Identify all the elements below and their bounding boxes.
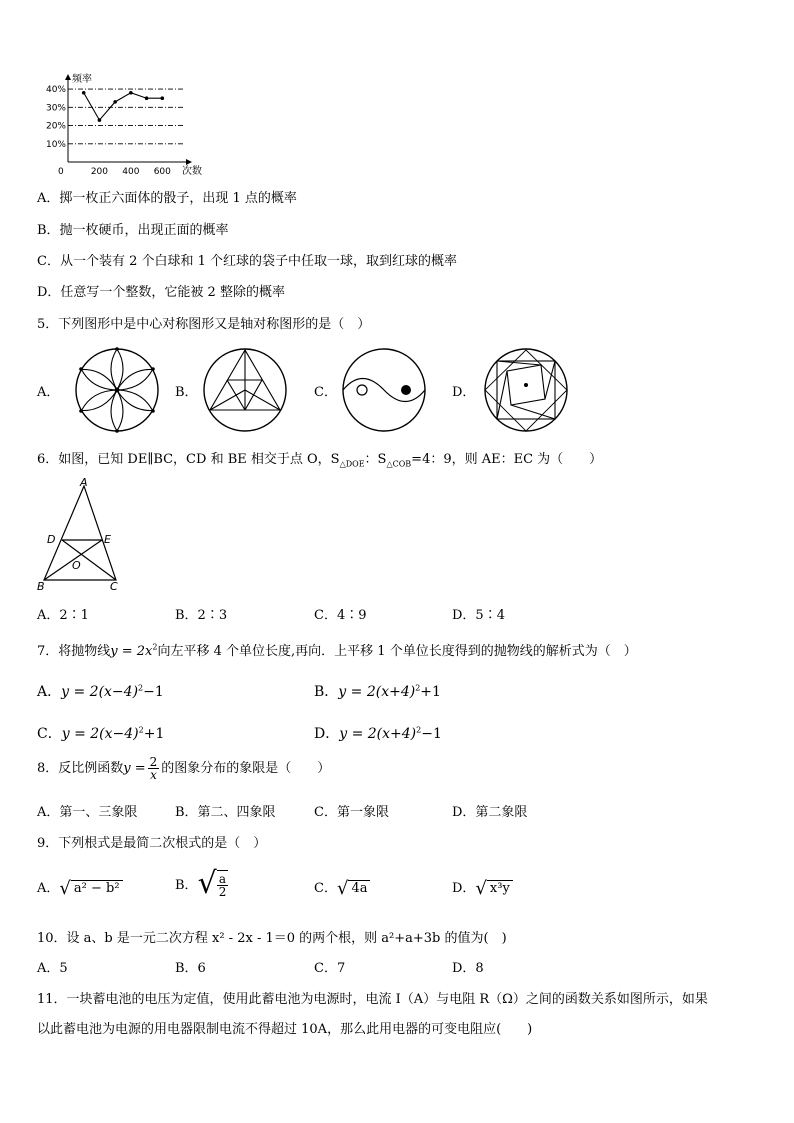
q9-option-b: [175, 866, 230, 901]
q8-y-eq: y =: [123, 761, 146, 776]
q6-stem-pre: 6．如图，已知 DE∥BC，CD 和 BE 相交于点 O，S: [37, 452, 340, 467]
q9-option-a-expr: a² − b²: [71, 880, 123, 896]
q7-stem-post: 向左平移 4 个单位长度,再向．上平移 1 个单位长度得到的抛物线的解析式为（ ）: [157, 644, 637, 659]
q5-figure-c-yinyang: [340, 347, 428, 433]
q7-option-b-label: B．: [314, 684, 339, 700]
q9-option-d: [452, 877, 513, 899]
q6-label-c: C: [110, 580, 118, 593]
x-tick-label: 200: [90, 167, 109, 177]
q7-option-d-expr: y = 2(x+4): [339, 726, 417, 742]
q11-line-1: 11．一块蓄电池的电压为定值，使用此蓄电池为电源时，电流 I（A）与电阻 R（Ω）之间的函数关系如图所示，如果: [37, 992, 708, 1007]
q6-option-d: D．5∶4: [452, 608, 505, 623]
q6-label-d: D: [47, 533, 56, 546]
data-point: [145, 96, 149, 100]
q8-fraction-den: x: [150, 768, 157, 782]
q9-option-b-frac: [217, 870, 229, 898]
q7-option-c: [37, 723, 164, 743]
q6-stem: [37, 448, 602, 469]
y-axis-label: 频率: [72, 74, 92, 85]
q7-option-a: [37, 681, 164, 701]
x-tick-label: 600: [153, 167, 171, 177]
q7-option-b-expr: y = 2(x+4): [338, 684, 416, 700]
q5-figure-a-flower: [74, 347, 160, 433]
q10-stem: 10．设 a、b 是一元二次方程 x² - 2x - 1＝0 的两个根，则 a²+a+3b 的值为( ): [37, 931, 507, 946]
q7-stem-math: y = 2x: [110, 644, 153, 659]
q10-option-a: A．5: [37, 961, 68, 976]
q9-option-b-label: B．: [175, 878, 198, 893]
q8-option-b: B．第二、四象限: [175, 805, 276, 820]
q4-option-c: C．从一个装有 2 个白球和 1 个红球的袋子中任取一球，取到红球的概率: [37, 254, 458, 269]
q9-option-d-label: D．: [452, 881, 476, 896]
q8-stem-post: 的图象分布的象限是（ ）: [161, 761, 331, 776]
data-point: [160, 96, 164, 100]
q9-option-a: [37, 877, 123, 899]
y-tick-label: 20%: [45, 121, 66, 132]
q8-option-c: C．第一象限: [314, 805, 389, 820]
q9-option-b-den: 2: [218, 884, 227, 899]
x-axis-label: 次数: [182, 166, 202, 177]
q7-option-d-tail: −1: [421, 726, 442, 742]
q6-label-b: B: [37, 580, 45, 593]
q8-fraction-num: 2: [149, 755, 158, 769]
q8-stem: [37, 756, 330, 781]
q6-stem-mid: ：S: [364, 452, 387, 467]
q7-option-c-tail: +1: [143, 726, 165, 742]
q7-stem: [37, 640, 637, 659]
q8-fraction: [148, 756, 160, 781]
q9-radical-b: √: [197, 866, 217, 901]
q4-option-a: A．掷一枚正六面体的骰子，出现 1 点的概率: [37, 191, 297, 206]
series-line: [84, 93, 163, 120]
q5-stem: 5．下列图形中是中心对称图形又是轴对称图形的是（ ）: [37, 317, 371, 332]
data-point: [98, 118, 102, 122]
q5-label-a: A．: [37, 385, 60, 400]
q6-sub-doe: △DOE: [339, 459, 365, 469]
q5-figure-b-triangle: [202, 347, 288, 433]
q6-label-e: E: [104, 533, 111, 546]
q9-option-b-num: a: [218, 871, 227, 886]
q5-label-c: C．: [314, 385, 337, 400]
x-tick-label: 400: [122, 167, 140, 177]
q10-option-c: C．7: [314, 961, 346, 976]
q6-sub-cob: △COB: [386, 459, 412, 469]
y-tick-label: 10%: [45, 139, 66, 150]
q9-radical-c: √: [336, 878, 349, 899]
q7-option-d-exp: 2: [416, 725, 422, 735]
q5-label-b: B．: [175, 385, 198, 400]
q7-option-d-label: D．: [314, 726, 340, 742]
q7-option-a-label: A．: [37, 684, 62, 700]
q7-option-c-expr: y = 2(x−4): [61, 726, 139, 742]
y-tick-label: 40%: [45, 85, 66, 96]
q5-label-d: D．: [452, 385, 476, 400]
q7-stem-pre: 7．将抛物线: [37, 644, 111, 659]
frequency-line-chart: [28, 72, 218, 184]
q6-stem-post: =4：9，则 AE：EC 为（ ）: [411, 452, 603, 467]
q7-option-b-tail: +1: [420, 684, 441, 700]
data-point: [113, 100, 117, 104]
q6-option-c: C．4∶9: [314, 608, 367, 623]
q7-option-a-expr: y = 2(x−4): [61, 684, 139, 700]
data-point: [82, 91, 86, 95]
q6-triangle-figure: [34, 476, 134, 594]
q8-option-a: A．第一、三象限: [37, 805, 138, 820]
q9-option-a-label: A．: [37, 881, 60, 896]
q7-option-b-exp: 2: [415, 683, 421, 693]
q4-option-d: D．任意写一个整数，它能被 2 整除的概率: [37, 285, 285, 300]
data-point: [129, 91, 133, 95]
q9-option-c-expr: 4a: [348, 880, 370, 896]
q6-option-b: B．2∶3: [175, 608, 228, 623]
q4-option-b: B．抛一枚硬币，出现正面的概率: [37, 223, 229, 238]
x-axis-arrow: [186, 159, 192, 165]
q7-option-b: [314, 681, 441, 701]
q11-line-2: 以此蓄电池为电源的用电器限制电流不得超过 10A，那么此用电器的可变电阻应( ): [37, 1022, 533, 1037]
q9-option-c-label: C．: [314, 881, 337, 896]
y-tick-label: 30%: [45, 103, 66, 114]
q7-option-a-exp: 2: [138, 683, 144, 693]
q6-option-a: A．2∶1: [37, 608, 89, 623]
q9-option-d-expr: x³y: [487, 880, 513, 896]
q9-option-c: [314, 877, 370, 899]
q7-option-c-exp: 2: [138, 725, 144, 735]
q9-radical-a: √: [59, 878, 71, 899]
q5-figure-d-squares: [482, 347, 570, 433]
q10-option-b: B．6: [175, 961, 206, 976]
q10-option-d: D．8: [452, 961, 484, 976]
q6-label-a: A: [80, 476, 88, 489]
q9-radical-d: √: [475, 878, 487, 899]
origin-label: 0: [58, 167, 64, 177]
q6-label-o: O: [72, 559, 81, 572]
q7-option-c-label: C．: [37, 726, 62, 742]
y-axis-arrow: [65, 74, 71, 80]
q7-stem-exp: 2: [152, 642, 158, 652]
q7-option-d: [314, 723, 442, 743]
q8-stem-pre: 8．反比例函数: [37, 761, 124, 776]
q9-stem: 9．下列根式是最简二次根式的是（ ）: [37, 836, 267, 851]
q8-option-d: D．第二象限: [452, 805, 528, 820]
q7-option-a-tail: −1: [143, 684, 164, 700]
